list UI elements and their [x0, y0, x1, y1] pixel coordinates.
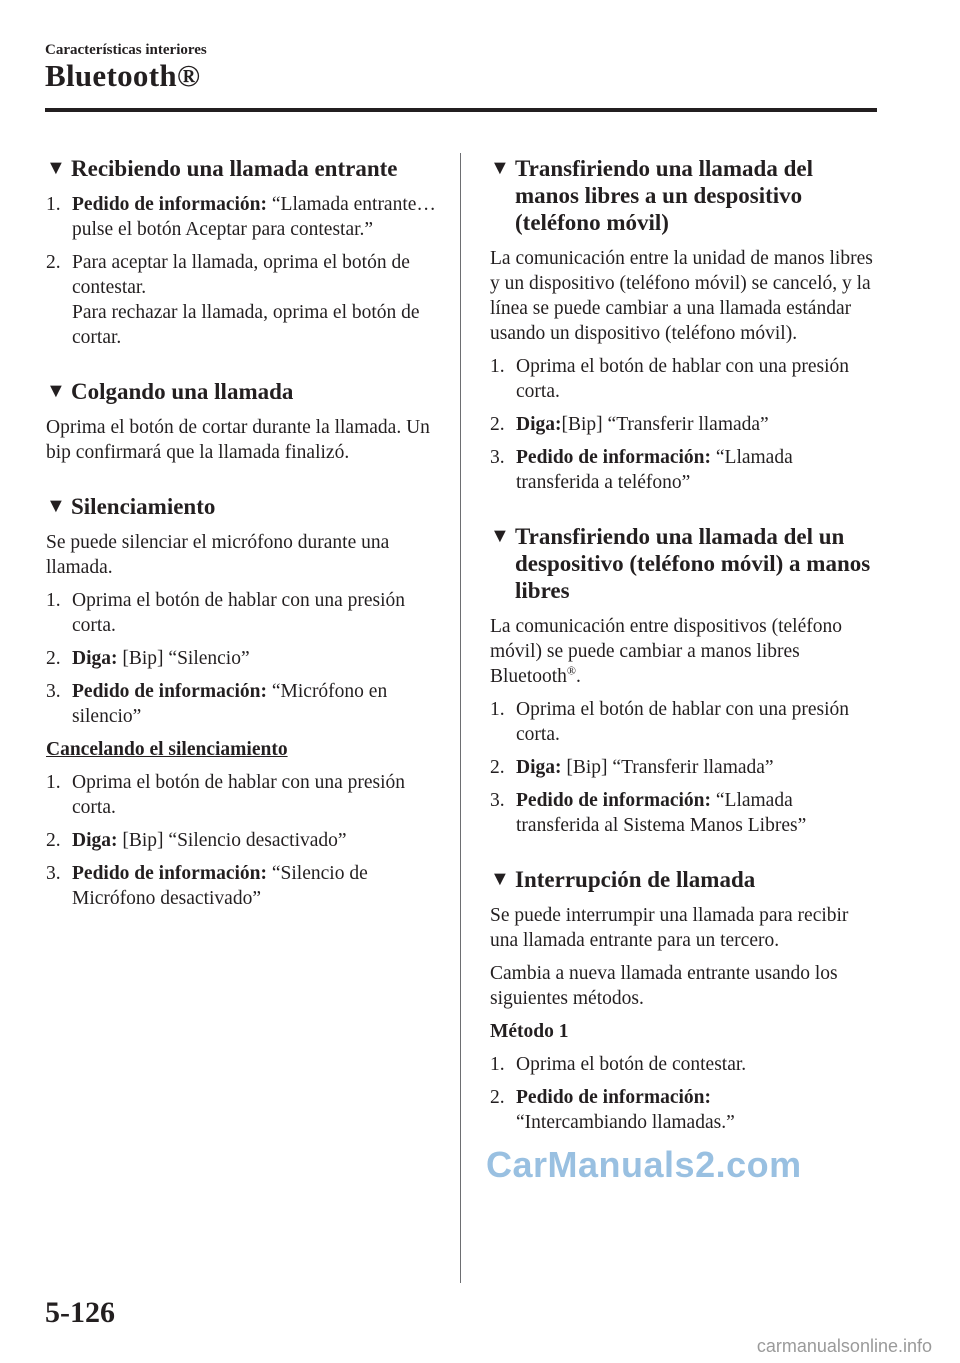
item-text: “Micrófono en silencio”	[72, 681, 388, 727]
item-text: Oprima el botón de hablar con una presión corta.	[516, 356, 850, 402]
list-item	[46, 646, 436, 671]
item-number: 1.	[490, 699, 505, 720]
item-label: Diga:	[72, 648, 118, 669]
item-number: 2.	[46, 252, 61, 273]
item-text: Oprima el botón de contestar.	[516, 1054, 747, 1075]
list-item	[490, 1085, 880, 1135]
heading-text: Colgando una llamada	[71, 379, 294, 404]
list-item	[46, 828, 436, 853]
heading-text: Silenciamiento	[71, 494, 216, 519]
paragraph: Se puede interrumpir una llamada para recibir una llamada entrante para un tercero.	[490, 905, 849, 951]
item-label: Pedido de información:	[516, 447, 711, 468]
header-divider	[45, 108, 877, 112]
page-number: 5-126	[45, 1296, 115, 1329]
list-item	[490, 697, 880, 747]
triangle-marker-icon: ▼	[490, 157, 510, 179]
item-label: Pedido de información:	[72, 194, 267, 215]
triangle-marker-icon: ▼	[490, 868, 510, 890]
item-number: 3.	[46, 863, 61, 884]
section-heading	[490, 155, 880, 236]
item-number: 1.	[46, 772, 61, 793]
item-label: Pedido de información:	[72, 863, 267, 884]
column-divider	[460, 153, 461, 1283]
list-item	[490, 1052, 880, 1077]
list-item	[46, 861, 436, 911]
item-number: 3.	[46, 681, 61, 702]
item-text: Oprima el botón de hablar con una presión corta.	[516, 699, 850, 745]
item-number: 2.	[46, 648, 61, 669]
heading-text: Transfiriendo una llamada del manos libres a un despositivo (teléfono móvil)	[515, 156, 813, 235]
section-heading	[46, 155, 436, 182]
item-text: Para rechazar la llamada, oprima el botón de cortar.	[72, 302, 420, 348]
item-text: [Bip] “Silencio desactivado”	[117, 830, 347, 851]
method-label: Método 1	[490, 1021, 569, 1042]
item-number: 1.	[490, 356, 505, 377]
section-label: Características interiores	[45, 42, 207, 58]
paragraph: La comunicación entre la unidad de manos libres y un dispositivo (teléfono móvil) se canceló, y la línea se puede cambiar a una llamada estándar usando un dispositivo (teléfono móvil).	[490, 248, 873, 344]
item-text: “Llamada entrante… pulse el botón Aceptar para contestar.”	[72, 194, 436, 240]
item-text: “Intercambiando llamadas.”	[516, 1112, 735, 1133]
item-number: 3.	[490, 447, 505, 468]
right-column	[490, 155, 880, 1143]
list-item	[46, 588, 436, 638]
triangle-marker-icon: ▼	[490, 525, 510, 547]
section-heading	[490, 866, 880, 893]
list-item	[490, 445, 880, 495]
list-item	[490, 354, 880, 404]
section-heading	[490, 523, 880, 604]
item-text: Para aceptar la llamada, oprima el botón de contestar.	[72, 252, 410, 298]
item-text: “Llamada transferida al Sistema Manos Libres”	[516, 790, 807, 836]
subheading: Cancelando el silenciamiento	[46, 739, 288, 760]
item-text: Oprima el botón de hablar con una presión corta.	[72, 590, 406, 636]
item-number: 3.	[490, 790, 505, 811]
paragraph-text: La comunicación entre dispositivos (teléfono móvil) se puede cambiar a manos libres Bluetooth	[490, 616, 842, 687]
triangle-marker-icon: ▼	[46, 380, 66, 402]
left-column	[46, 155, 436, 919]
paragraph: Se puede silenciar el micrófono durante una llamada.	[46, 532, 390, 578]
item-text: “Silencio de Micrófono desactivado”	[72, 863, 368, 909]
item-number: 1.	[490, 1054, 505, 1075]
heading-text: Transfiriendo una llamada del un despositivo (teléfono móvil) a manos libres	[515, 524, 871, 603]
section-heading	[46, 493, 436, 520]
heading-text: Recibiendo una llamada entrante	[71, 156, 398, 181]
registered-mark: ®	[566, 663, 577, 678]
list-item	[46, 250, 436, 350]
item-number: 1.	[46, 590, 61, 611]
paragraph	[490, 614, 880, 689]
item-text: [Bip] “Silencio”	[117, 648, 250, 669]
paragraph: Oprima el botón de cortar durante la llamada. Un bip confirmará que la llamada finalizó.	[46, 417, 430, 463]
page-title: Bluetooth®	[45, 58, 201, 93]
list-item	[46, 679, 436, 729]
item-label: Diga:	[516, 757, 562, 778]
section-heading	[46, 378, 436, 405]
list-item	[490, 755, 880, 780]
item-text: Oprima el botón de hablar con una presión corta.	[72, 772, 406, 818]
item-label: Pedido de información:	[72, 681, 267, 702]
triangle-marker-icon: ▼	[46, 157, 66, 179]
item-number: 2.	[46, 830, 61, 851]
item-number: 2.	[490, 757, 505, 778]
item-number: 1.	[46, 194, 61, 215]
item-number: 2.	[490, 414, 505, 435]
item-text: [Bip] “Transferir llamada”	[561, 414, 769, 435]
item-label: Diga:	[72, 830, 118, 851]
footer-url: carmanualsonline.info	[756, 1336, 932, 1356]
list-item	[490, 412, 880, 437]
item-label: Diga:	[516, 414, 562, 435]
paragraph: Cambia a nueva llamada entrante usando los siguientes métodos.	[490, 963, 838, 1009]
paragraph-end: .	[576, 666, 581, 687]
list-item	[490, 788, 880, 838]
watermark: CarManuals2.com	[486, 1144, 802, 1185]
item-text: “Llamada transferida a teléfono”	[516, 447, 793, 493]
heading-text: Interrupción de llamada	[515, 867, 756, 892]
list-item	[46, 770, 436, 820]
item-number: 2.	[490, 1087, 505, 1108]
triangle-marker-icon: ▼	[46, 495, 66, 517]
list-item	[46, 192, 436, 242]
item-label: Pedido de información:	[516, 1087, 711, 1108]
item-text: [Bip] “Transferir llamada”	[561, 757, 774, 778]
item-label: Pedido de información:	[516, 790, 711, 811]
